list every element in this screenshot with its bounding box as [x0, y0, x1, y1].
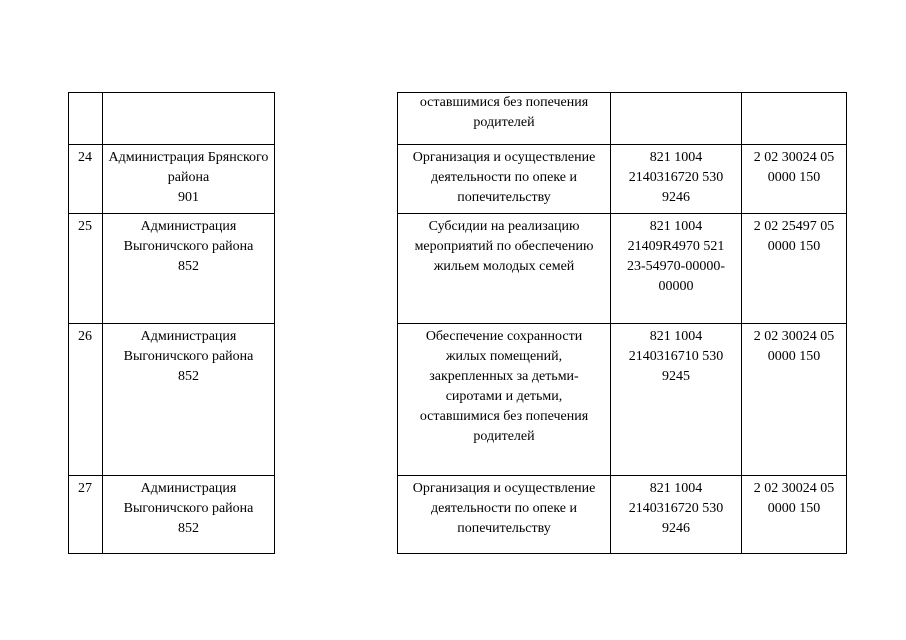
cell-text-line: Организация и осуществление — [412, 481, 596, 496]
cell-text-line: 2 02 30024 05 — [753, 329, 835, 344]
cell-text-line: Выгоничского района — [123, 349, 254, 364]
organization-cell — [103, 93, 275, 145]
income-code-cell — [742, 214, 847, 324]
purpose-cell — [398, 214, 611, 324]
allocation-table — [68, 92, 847, 554]
cell-text-line: 852 — [178, 521, 199, 536]
cell-text-line: 23-54970-00000- — [627, 259, 725, 274]
purpose-cell — [398, 324, 611, 476]
cell-text-line: района — [167, 170, 210, 185]
cell-text-line: 2 02 25497 05 — [753, 219, 835, 234]
cell-text-line: сиротами и детьми, — [445, 389, 563, 404]
cell-text-line: 2140316720 530 — [628, 501, 724, 516]
table-row — [69, 214, 847, 324]
empty-cell — [275, 476, 398, 554]
empty-cell — [275, 145, 398, 214]
cell-text-line: 901 — [178, 190, 199, 205]
row-number-cell — [69, 93, 103, 145]
cell-text-line: 852 — [178, 369, 199, 384]
purpose-cell — [398, 476, 611, 554]
cell-text-line: мероприятий по обеспечению — [414, 239, 594, 254]
cell-text-line: родителей — [473, 429, 535, 444]
cell-text-line: Выгоничского района — [123, 501, 254, 516]
cell-text-line: оставшимися без попечения — [419, 409, 589, 424]
organization-cell — [103, 145, 275, 214]
row-number-cell — [69, 476, 103, 554]
income-code-cell — [742, 476, 847, 554]
cell-text: 24 — [78, 150, 92, 165]
expense-code-cell — [611, 324, 742, 476]
cell-text-line: 9246 — [662, 190, 690, 205]
cell-text-line: 0000 150 — [767, 501, 821, 516]
cell-text-line: 852 — [178, 259, 199, 274]
cell-text-line: 9246 — [662, 521, 690, 536]
cell-text-line: Администрация — [140, 481, 237, 496]
cell-text-line: 2140316720 530 — [628, 170, 724, 185]
row-number-cell — [69, 145, 103, 214]
cell-text-line: Администрация — [140, 329, 237, 344]
cell-text-line: родителей — [473, 115, 535, 130]
empty-cell — [275, 214, 398, 324]
cell-text-line: 2140316710 530 — [628, 349, 724, 364]
cell-text-line: деятельности по опеке и — [430, 501, 577, 516]
table-row — [69, 93, 847, 145]
empty-cell — [275, 93, 398, 145]
cell-text-line: 2 02 30024 05 — [753, 150, 835, 165]
cell-text-line: Обеспечение сохранности — [425, 329, 583, 344]
expense-code-cell — [611, 145, 742, 214]
purpose-cell — [398, 93, 611, 145]
cell-text-line: попечительству — [457, 521, 551, 536]
cell-text: 27 — [78, 481, 92, 496]
row-number-cell — [69, 324, 103, 476]
cell-text-line: Организация и осуществление — [412, 150, 596, 165]
expense-code-cell — [611, 476, 742, 554]
table-row — [69, 476, 847, 554]
income-code-cell — [742, 145, 847, 214]
cell-text-line: 821 1004 — [649, 329, 703, 344]
cell-text-line: Выгоничского района — [123, 239, 254, 254]
income-code-cell — [742, 93, 847, 145]
cell-text-line: Администрация — [140, 219, 237, 234]
cell-text-line: 0000 150 — [767, 239, 821, 254]
row-number-cell — [69, 214, 103, 324]
cell-text-line: 2 02 30024 05 — [753, 481, 835, 496]
cell-text: 25 — [78, 219, 92, 234]
cell-text-line: 821 1004 — [649, 150, 703, 165]
cell-text-line: Администрация Брянского — [108, 150, 269, 165]
cell-text-line: Субсидии на реализацию — [428, 219, 580, 234]
cell-text-line: деятельности по опеке и — [430, 170, 577, 185]
organization-cell — [103, 324, 275, 476]
expense-code-cell — [611, 214, 742, 324]
empty-cell — [275, 324, 398, 476]
cell-text-line: жильем молодых семей — [433, 259, 575, 274]
cell-text-line: оставшимися без попечения — [419, 95, 589, 110]
cell-text-line: закрепленных за детьми- — [429, 369, 579, 384]
cell-text-line: 9245 — [662, 369, 690, 384]
cell-text-line: жилых помещений, — [445, 349, 563, 364]
cell-text-line: 00000 — [658, 279, 694, 294]
expense-code-cell — [611, 93, 742, 145]
income-code-cell — [742, 324, 847, 476]
cell-text-line: попечительству — [457, 190, 551, 205]
cell-text-line: 821 1004 — [649, 481, 703, 496]
cell-text-line: 0000 150 — [767, 170, 821, 185]
table-row — [69, 145, 847, 214]
organization-cell — [103, 476, 275, 554]
table-row — [69, 324, 847, 476]
cell-text-line: 21409R4970 521 — [627, 239, 725, 254]
cell-text-line: 821 1004 — [649, 219, 703, 234]
cell-text: 26 — [78, 329, 92, 344]
purpose-cell — [398, 145, 611, 214]
organization-cell — [103, 214, 275, 324]
table-body — [69, 93, 847, 554]
cell-text-line: 0000 150 — [767, 349, 821, 364]
